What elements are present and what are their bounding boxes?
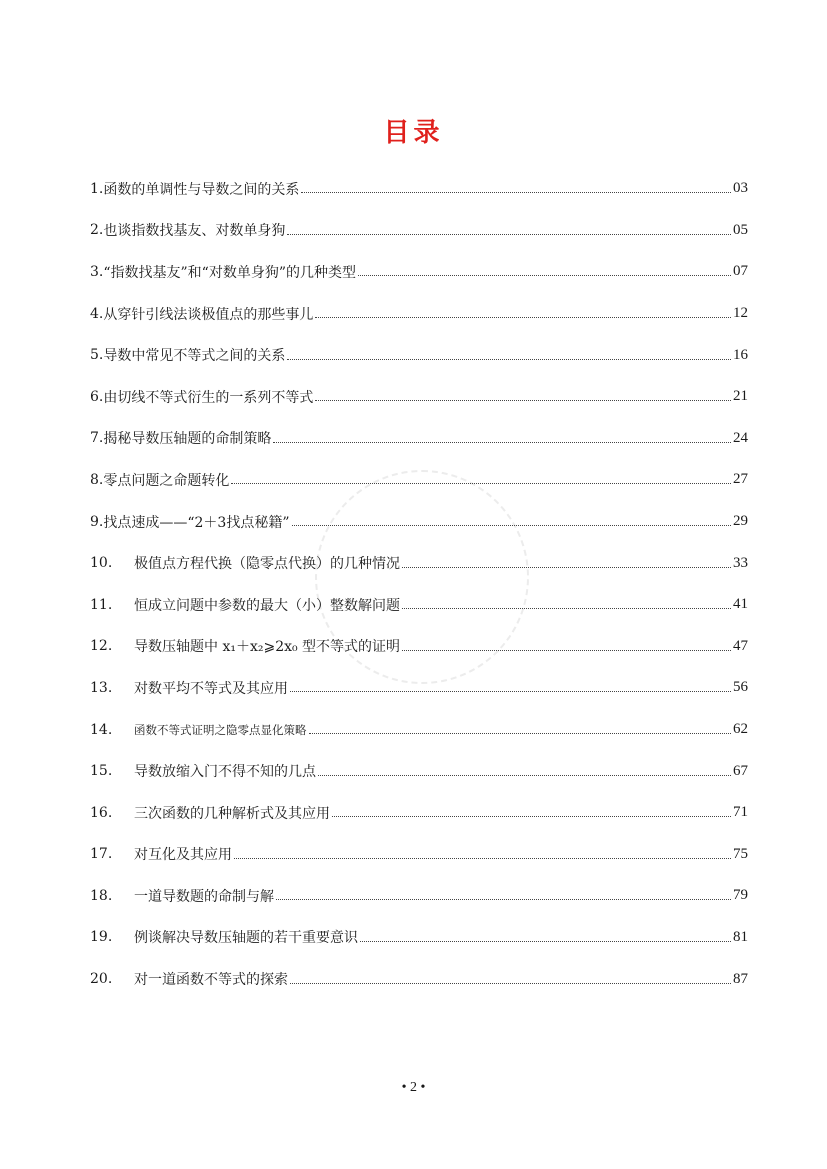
entry-number: 11. bbox=[90, 596, 113, 613]
dot-leader bbox=[315, 400, 731, 401]
entry-number: 1. bbox=[90, 180, 104, 197]
toc-entry[interactable] bbox=[90, 251, 748, 293]
dot-leader bbox=[287, 359, 731, 360]
entry-number: 20. bbox=[90, 971, 113, 988]
table-of-contents bbox=[90, 168, 748, 1000]
entry-number: 8. bbox=[90, 471, 104, 488]
entry-number: 10. bbox=[90, 555, 113, 572]
dot-leader bbox=[273, 442, 731, 443]
dot-leader bbox=[332, 816, 731, 817]
toc-entry[interactable] bbox=[90, 542, 748, 584]
toc-entry[interactable] bbox=[90, 792, 748, 834]
toc-entry[interactable] bbox=[90, 875, 748, 917]
entry-number: 19. bbox=[90, 929, 113, 946]
dot-leader bbox=[402, 650, 731, 651]
page-title: 目录 bbox=[383, 118, 444, 148]
entry-page: 24 bbox=[733, 429, 748, 446]
entry-title: 导数中常见不等式之间的关系 bbox=[103, 348, 286, 365]
dot-leader bbox=[290, 983, 731, 984]
entry-number: 14. bbox=[90, 721, 113, 738]
entry-number: 3. bbox=[90, 263, 104, 280]
entry-number: 18. bbox=[90, 887, 113, 904]
toc-entry[interactable] bbox=[90, 750, 748, 792]
entry-page: 03 bbox=[733, 180, 748, 197]
entry-title: 对互化及其应用 bbox=[134, 847, 232, 864]
entry-title: 从穿针引线法谈极值点的那些事儿 bbox=[103, 306, 314, 323]
dot-leader bbox=[315, 317, 731, 318]
entry-page: 87 bbox=[733, 970, 748, 987]
toc-entry[interactable] bbox=[90, 376, 748, 418]
entry-title: 零点问题之命题转化 bbox=[103, 472, 230, 489]
entry-title: 一道导数题的命制与解 bbox=[134, 888, 274, 905]
entry-number: 12. bbox=[90, 638, 113, 655]
entry-page: 07 bbox=[733, 263, 748, 280]
toc-entry[interactable] bbox=[90, 418, 748, 460]
entry-number: 6. bbox=[90, 388, 104, 405]
entry-number: 4. bbox=[90, 305, 104, 322]
dot-leader bbox=[292, 525, 732, 526]
entry-title: 对一道函数不等式的探索 bbox=[134, 972, 288, 989]
dot-leader bbox=[402, 567, 731, 568]
toc-entry[interactable] bbox=[90, 667, 748, 709]
toc-entry[interactable] bbox=[90, 626, 748, 668]
dot-leader bbox=[276, 899, 731, 900]
toc-entry[interactable] bbox=[90, 168, 748, 210]
entry-title: 对数平均不等式及其应用 bbox=[134, 680, 288, 697]
entry-page: 79 bbox=[733, 887, 748, 904]
dot-leader bbox=[360, 941, 731, 942]
dot-leader bbox=[358, 275, 731, 276]
entry-page: 05 bbox=[733, 221, 748, 238]
entry-page: 56 bbox=[733, 679, 748, 696]
page-number: • 2 • bbox=[401, 1080, 426, 1095]
toc-entry[interactable] bbox=[90, 709, 748, 751]
entry-page: 41 bbox=[733, 596, 748, 613]
entry-title: 导数压轴题中 x₁＋x₂⩾2x₀ 型不等式的证明 bbox=[134, 639, 401, 656]
entry-page: 71 bbox=[733, 804, 748, 821]
entry-page: 62 bbox=[733, 721, 748, 738]
entry-title: 找点速成——“2＋3找点秘籍” bbox=[103, 514, 290, 531]
entry-title: 三次函数的几种解析式及其应用 bbox=[134, 805, 330, 822]
toc-entry[interactable] bbox=[90, 210, 748, 252]
entry-title: 揭秘导数压轴题的命制策略 bbox=[103, 431, 272, 448]
entry-page: 75 bbox=[733, 845, 748, 862]
entry-page: 47 bbox=[733, 637, 748, 654]
entry-title: 函数的单调性与导数之间的关系 bbox=[103, 181, 300, 198]
entry-page: 27 bbox=[733, 471, 748, 488]
entry-page: 33 bbox=[733, 554, 748, 571]
entry-number: 9. bbox=[90, 513, 104, 530]
entry-title: 恒成立问题中参数的最大（小）整数解问题 bbox=[134, 597, 400, 614]
entry-title: 由切线不等式衍生的一系列不等式 bbox=[103, 389, 314, 406]
entry-page: 29 bbox=[733, 513, 748, 530]
entry-title: “指数找基友”和“对数单身狗”的几种类型 bbox=[103, 264, 356, 281]
entry-number: 2. bbox=[90, 222, 104, 239]
toc-entry[interactable] bbox=[90, 459, 748, 501]
dot-leader bbox=[318, 775, 731, 776]
entry-number: 16. bbox=[90, 804, 113, 821]
entry-title: 也谈指数找基友、对数单身狗 bbox=[103, 223, 286, 240]
entry-number: 7. bbox=[90, 430, 104, 447]
toc-entry[interactable] bbox=[90, 334, 748, 376]
toc-entry[interactable] bbox=[90, 293, 748, 335]
dot-leader bbox=[309, 733, 732, 734]
entry-title: 函数不等式证明之隐零点显化策略 bbox=[134, 722, 307, 737]
entry-number: 15. bbox=[90, 763, 113, 780]
toc-entry[interactable] bbox=[90, 501, 748, 543]
entry-title: 导数放缩入门不得不知的几点 bbox=[134, 764, 316, 781]
entry-title: 例谈解决导数压轴题的若干重要意识 bbox=[134, 930, 358, 947]
entry-number: 5. bbox=[90, 347, 104, 364]
toc-entry[interactable] bbox=[90, 834, 748, 876]
entry-page: 81 bbox=[733, 928, 748, 945]
entry-title: 极值点方程代换（隐零点代换）的几种情况 bbox=[134, 556, 400, 573]
dot-leader bbox=[231, 483, 731, 484]
entry-page: 16 bbox=[733, 346, 748, 363]
entry-number: 13. bbox=[90, 679, 113, 696]
dot-leader bbox=[287, 234, 731, 235]
entry-page: 21 bbox=[733, 388, 748, 405]
entry-page: 12 bbox=[733, 305, 748, 322]
dot-leader bbox=[301, 192, 731, 193]
dot-leader bbox=[402, 608, 731, 609]
toc-entry[interactable] bbox=[90, 584, 748, 626]
dot-leader bbox=[290, 691, 731, 692]
toc-entry[interactable] bbox=[90, 917, 748, 959]
entry-page: 67 bbox=[733, 762, 748, 779]
dot-leader bbox=[234, 858, 731, 859]
toc-entry[interactable] bbox=[90, 958, 748, 1000]
entry-number: 17. bbox=[90, 846, 113, 863]
